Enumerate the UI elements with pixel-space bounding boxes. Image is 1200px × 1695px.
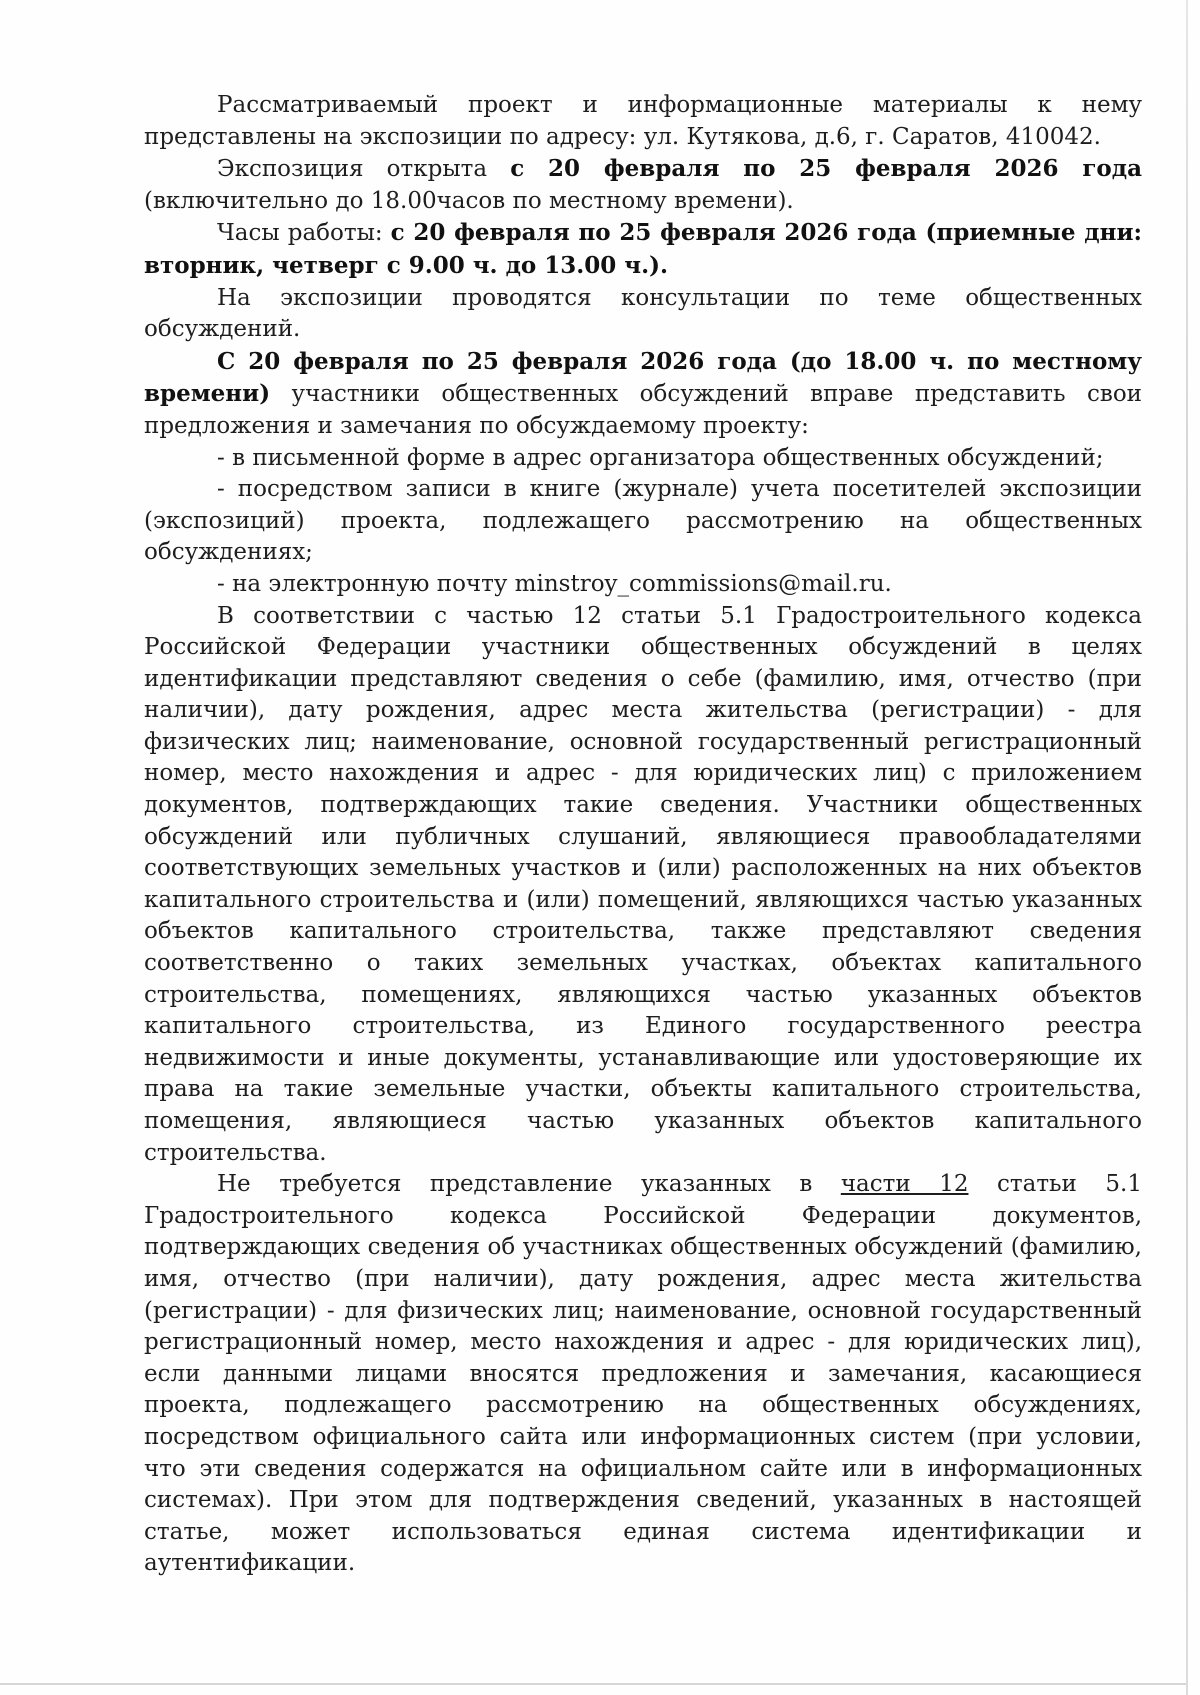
- exposition-open-note: (включительно до 18.00часов по местному времени).: [144, 187, 794, 214]
- paragraph-working-hours: [144, 217, 1142, 282]
- proposals-dates: С 20 февраля по 25 февраля 2026 года (до 18.00 ч. по местному времени): [144, 347, 1142, 408]
- law-part-link[interactable]: части 12: [840, 1171, 969, 1198]
- list-item-written-form: - в письменной форме в адрес организатора общественных обсуждений;: [217, 444, 1104, 471]
- scan-edge-bottom: [0, 1683, 1186, 1685]
- paragraph-identification: В соответствии с частью 12 статьи 5.1 Градостроительного кодекса Российской Федерации участники общественных обсуждений в целях идентификации представляют сведения о себе (фамилию, имя, отчество (при наличии), дату рождения, адрес места жительства (регистрации) - для физических лиц; наименование, основной государственный регистрационный номер, место нахождения и адрес - для юридических лиц) с приложением документов, подтверждающих такие сведения. Участники общественных обсуждений или публичных слушаний, являющиеся правообладателями соответствующих земельных участков и (или) расположенных на них объектов капитального строительства и (или) помещений, являющихся частью указанных объектов капитального строительства, также представляют сведения соответственно о таких земельных участках, объектах капитального строительства, помещениях, являющихся частью указанных объектов капитального строительства, из Единого государственного реестра недвижимости и иные документы, устанавливающие или удостоверяющие их права на такие земельные участки, объекты капитального строительства, помещения, являющиеся частью указанных объектов капитального строительства.: [144, 602, 1142, 1166]
- working-hours-value: с 20 февраля по 25 февраля 2026 года (приемные дни: вторник, четверг с 9.00 ч. до 13.00 ч.).: [144, 219, 1142, 279]
- paragraph-exemption: [144, 1169, 1142, 1580]
- paragraph-consultations: На экспозиции проводятся консультации по теме общественных обсуждений.: [144, 284, 1142, 343]
- working-hours-label: Часы работы:: [217, 220, 391, 247]
- exemption-text-start: Не требуется представление указанных в: [217, 1171, 841, 1198]
- exemption-text-rest: статьи 5.1 Градостроительного кодекса Российской Федерации документов, подтверждающих сведения об участниках общественных обсуждений (фамилию, имя, отчество (при наличии), дату рождения, адрес места жительства (регистрации) - для физических лиц; наименование, основной государственный регистрационный номер, место нахождения и адрес - для юридических лиц), если данными лицами вносятся предложения и замечания, касающиеся проекта, подлежащего рассмотрению на общественных обсуждениях, посредством официального сайта или информационных систем (при условии, что эти сведения содержатся на официальном сайте или в информационных системах). При этом для подтверждения сведений, указанных в настоящей статье, может использоваться единая система идентификации и аутентификации.: [144, 1171, 1142, 1577]
- document-body: [144, 90, 1142, 1580]
- paragraph-exposition-address: Рассматриваемый проект и информационные материалы к нему представлены на экспозиции по адресу: ул. Кутякова, д.6, г. Саратов, 410042.: [144, 92, 1142, 150]
- paragraph-proposals-period: [144, 346, 1142, 443]
- list-item-visitor-book: - посредством записи в книге (журнале) учета посетителей экспозиции (экспозиций) проекта, подлежащего рассмотрению на общественных обсуждениях;: [144, 476, 1142, 566]
- list-item-email: - на электронную почту minstroy_commissions@mail.ru.: [217, 570, 892, 597]
- scan-edge-right: [1186, 0, 1188, 1695]
- proposals-text: участники общественных обсуждений вправе представить свои предложения и замечания по обсуждаемому проекту:: [144, 381, 1142, 439]
- exposition-dates: с 20 февраля по 25 февраля 2026 года: [510, 155, 1142, 183]
- paragraph-exposition-open: [144, 153, 1142, 217]
- exposition-open-label: Экспозиция открыта: [217, 156, 511, 183]
